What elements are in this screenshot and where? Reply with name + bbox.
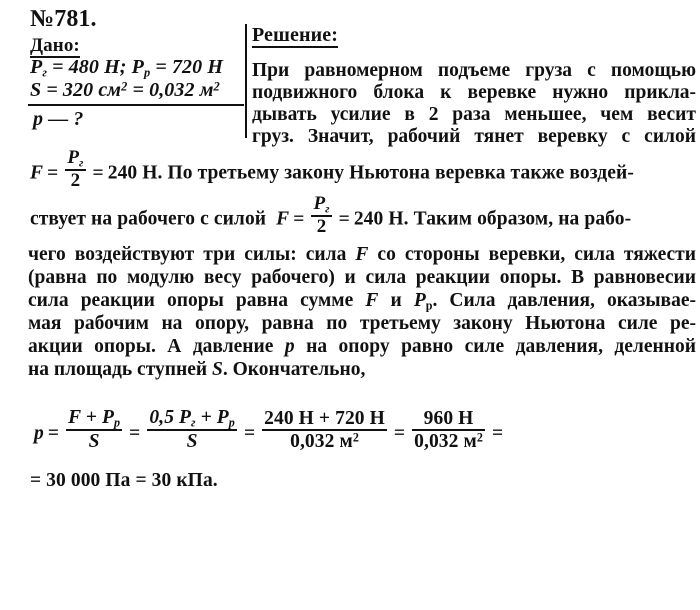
fraction-numerator	[65, 148, 85, 171]
denominator-text: 0,032 м	[290, 430, 353, 452]
denominator-exponent: 2	[476, 430, 483, 445]
force-symbol: F	[355, 244, 369, 265]
final-result: = 30 000 Па = 30 кПа.	[30, 470, 218, 491]
pressure-symbol: p	[284, 336, 295, 357]
fraction-denominator: 2	[316, 216, 327, 238]
force-value: 240 Н.	[107, 162, 163, 184]
body-text: . Окончательно,	[222, 359, 366, 380]
equation-lead-text: ствует на рабочего с силой	[30, 208, 267, 230]
equals-sign: =	[293, 208, 305, 230]
force-value: 240 Н.	[353, 208, 409, 230]
force-load-symbol: P	[30, 56, 43, 78]
given-values-line-2	[30, 79, 220, 102]
body-text: и	[378, 290, 414, 311]
equals-sign: =	[393, 422, 406, 444]
find-line	[33, 108, 84, 131]
solution-paragraph-line	[28, 244, 696, 266]
given-block-rule	[28, 104, 244, 106]
numerator-subscript: р	[114, 415, 121, 430]
solution-paragraph-line: груз. Значит, рабочий тянет веревку с силой	[252, 126, 696, 147]
given-label: Дано:	[30, 35, 80, 56]
equals-sign: =	[47, 162, 59, 184]
numerator-symbol: P	[313, 193, 326, 214]
solution-paragraph-line: При равномерном подъеме груза с помощью	[252, 60, 696, 81]
numerator-symbol: P	[67, 147, 80, 168]
fraction-load-over-two	[311, 194, 331, 238]
equals-sign: =	[92, 162, 104, 184]
find-question: — ?	[43, 108, 84, 130]
equation-row-force-second	[30, 193, 696, 240]
given-line-1-end: = 720 Н	[150, 56, 224, 78]
numerator-text: F + P	[68, 407, 115, 428]
force-worker-subscript: р	[143, 65, 151, 80]
denominator-exponent: 2	[352, 430, 359, 445]
body-text: со стороны веревки, сила тяжести	[368, 244, 696, 265]
force-symbol: F	[276, 208, 290, 230]
solution-label: Решение:	[252, 24, 338, 46]
body-text: на опору равно силе давления, деленной	[294, 336, 696, 357]
equation-tail-text: Таким образом, на рабо-	[408, 208, 632, 230]
fraction-denominator	[262, 431, 387, 452]
body-text: . Сила давления, оказывае-	[432, 290, 696, 311]
fraction-numerator	[311, 194, 331, 217]
solution-paragraph-line	[28, 290, 696, 313]
fraction-numerator: 240 Н + 720 Н	[264, 407, 385, 429]
equals-sign: =	[243, 422, 256, 444]
force-symbol: F	[30, 162, 44, 184]
given-line-2-mid: = 320 см	[41, 79, 122, 101]
equation-tail-text: По третьему закону Ньютона веревка также воздей-	[162, 162, 634, 184]
pressure-symbol: p	[33, 108, 44, 130]
body-text: акции опоры. А давление	[28, 336, 285, 357]
force-symbol: F	[365, 290, 379, 311]
equals-sign: =	[338, 208, 350, 230]
numerator-text: + P	[195, 407, 229, 428]
fraction-numerator	[147, 408, 237, 431]
fraction-numeric-sum-over-area	[262, 409, 387, 452]
equals-sign: =	[492, 422, 504, 444]
body-text: чего воздействуют три силы: сила	[28, 244, 356, 265]
fraction-force-sum-over-area	[66, 408, 122, 452]
final-equation	[34, 407, 507, 454]
body-text: сила реакции опоры равна сумме	[28, 290, 366, 311]
area-symbol: S	[30, 79, 42, 101]
fraction-denominator: S	[88, 430, 100, 452]
area-unit-exponent-cm: 2	[121, 79, 128, 94]
numerator-subscript: г	[325, 202, 330, 216]
force-load-subscript: г	[42, 65, 48, 80]
fraction-numerator	[66, 408, 122, 431]
given-line-1-mid: = 480 Н; P	[47, 56, 144, 78]
equals-sign: =	[47, 422, 60, 444]
given-values-line-1	[30, 56, 223, 80]
fraction-expanded-over-area	[147, 408, 237, 452]
denominator-text: 0,032 м	[414, 430, 477, 452]
force-worker-subscript: р	[425, 298, 433, 313]
solution-paragraph-line: мая рабочим на опору, равна по третьему закону Ньютона силе ре-	[28, 313, 696, 334]
fraction-total-over-area	[412, 409, 485, 452]
numerator-text: 0,5 P	[149, 407, 192, 428]
area-unit-exponent-m: 2	[213, 79, 220, 94]
body-text: на площадь ступней	[28, 359, 213, 380]
numerator-subscript: р	[228, 415, 235, 430]
equals-sign: =	[129, 422, 141, 444]
problem-number: №781.	[30, 6, 97, 32]
solution-paragraph-line	[28, 359, 696, 381]
fraction-denominator	[412, 431, 485, 452]
solution-paragraph-line: подвижного блока к веревке нужно прикла-	[252, 82, 696, 103]
pressure-symbol: p	[34, 422, 44, 444]
column-divider	[245, 24, 247, 138]
given-line-2-mid2: = 0,032 м	[127, 79, 214, 101]
equation-row-force-first	[30, 147, 696, 194]
solution-paragraph-line	[28, 336, 696, 358]
solution-paragraph-line: (равна по модулю весу рабочего) и сила реакции опоры. В равновесии	[28, 267, 696, 288]
solution-paragraph-line: дывать усилие в 2 раза меньшее, чем весит	[252, 104, 696, 125]
force-worker-symbol: P	[413, 290, 426, 311]
fraction-numerator: 960 Н	[412, 409, 485, 431]
fraction-load-over-two	[65, 148, 85, 192]
numerator-subscript: г	[79, 156, 84, 170]
fraction-denominator: 2	[70, 170, 81, 192]
area-symbol: S	[212, 359, 223, 380]
numerator-subscript: г	[191, 415, 196, 430]
fraction-denominator: S	[186, 430, 198, 452]
